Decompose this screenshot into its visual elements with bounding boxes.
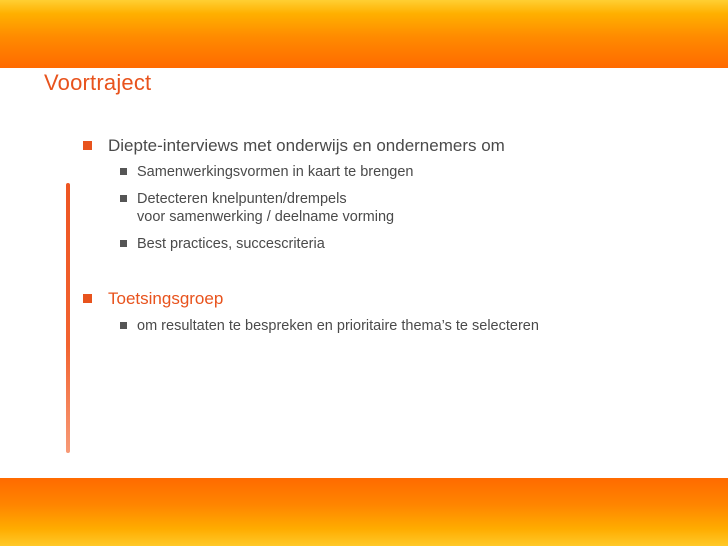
square-bullet-icon <box>83 141 92 150</box>
square-bullet-icon <box>120 322 127 329</box>
sub-bullet-best-practices <box>120 235 325 253</box>
vertical-accent-line <box>66 183 70 453</box>
square-bullet-icon <box>120 168 127 175</box>
square-bullet-icon <box>120 195 127 202</box>
sub-bullet-samenwerkingsvormen <box>120 163 413 181</box>
square-bullet-icon <box>83 294 92 303</box>
sub-bullet-text: Samenwerkingsvormen in kaart te brengen <box>137 164 414 180</box>
bullet-text: Toetsingsgroep <box>108 289 224 308</box>
sub-bullet-knelpunten <box>120 190 394 226</box>
sub-bullet-text: Best practices, succescriteria <box>137 236 325 252</box>
top-decorative-band <box>0 0 728 68</box>
square-bullet-icon <box>120 240 127 247</box>
bullet-text: Diepte-interviews met onderwijs en ondernemers om <box>108 136 505 155</box>
sub-bullet-text: om resultaten te bespreken en prioritaire thema’s te selecteren <box>137 318 539 334</box>
bullet-toetsingsgroep <box>83 289 223 309</box>
slide-title: Voortraject <box>44 70 152 95</box>
bullet-interviews <box>83 136 505 156</box>
bottom-decorative-band <box>0 478 728 546</box>
sub-bullet-line: Detecteren knelpunten/drempels <box>137 191 347 207</box>
sub-bullet-text <box>137 190 394 226</box>
sub-bullet-line: voor samenwerking / deelname vorming <box>137 209 395 225</box>
sub-bullet-resultaten <box>120 317 539 335</box>
